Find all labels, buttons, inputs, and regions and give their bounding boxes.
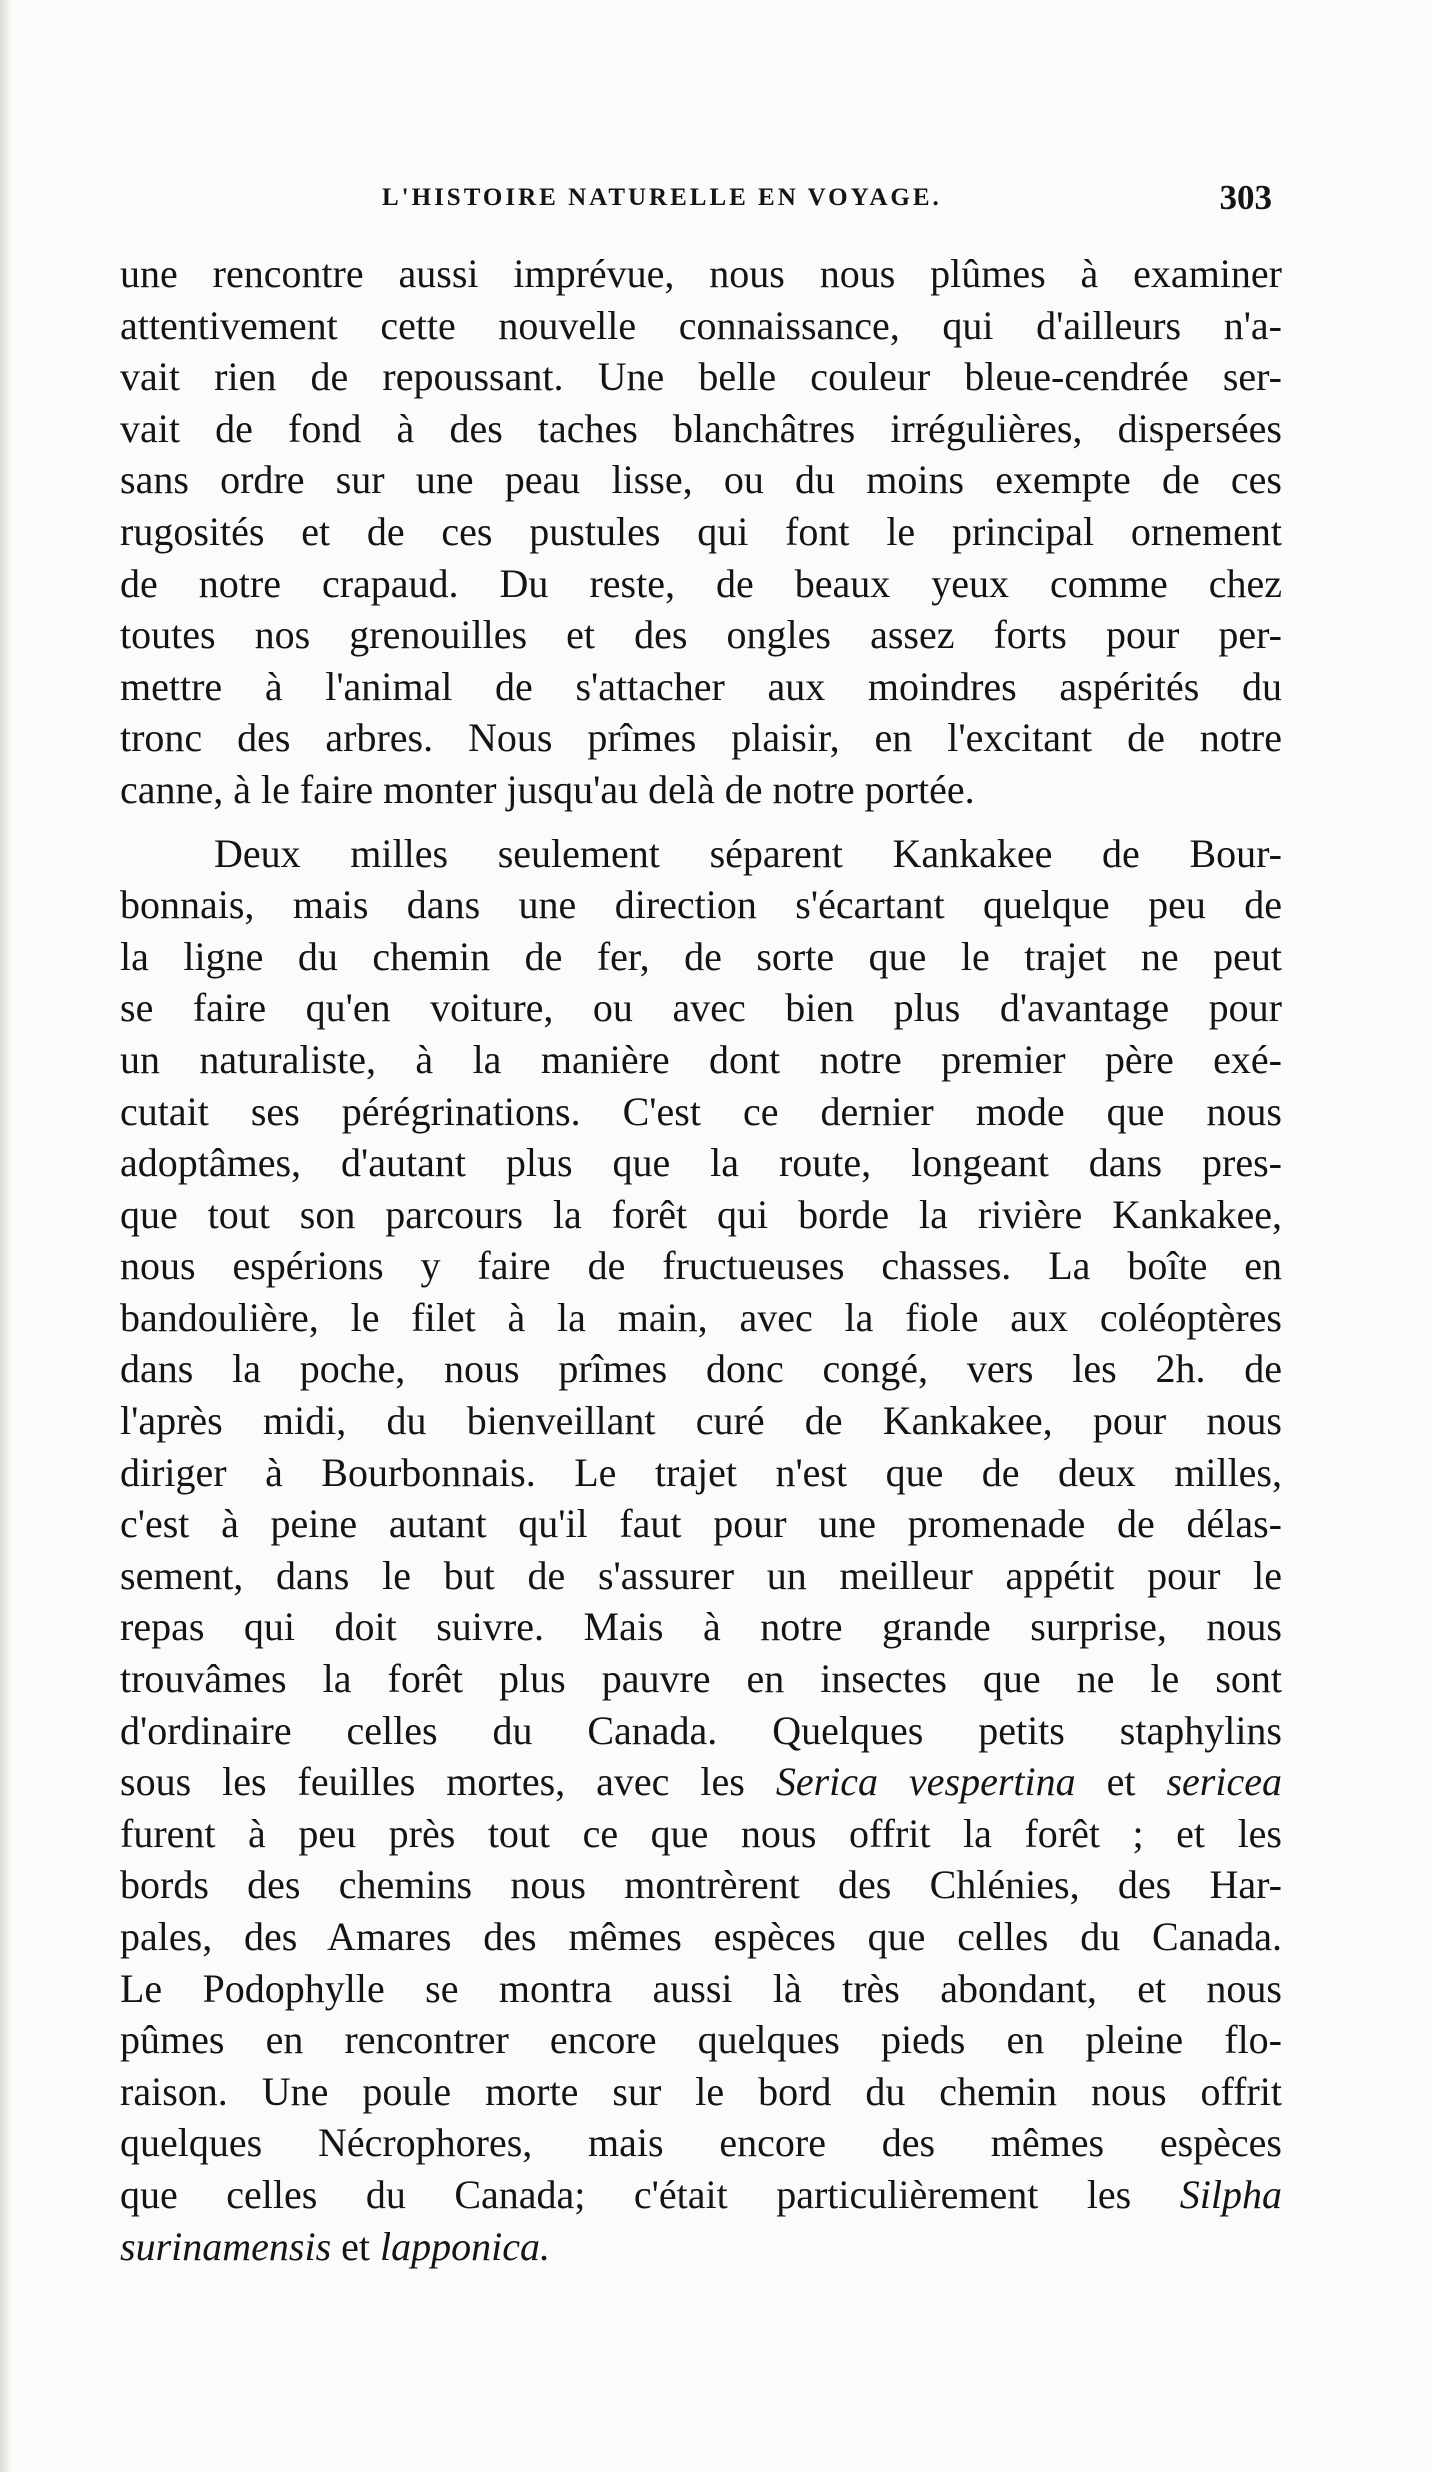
text-line-silpha: [120, 2169, 1282, 2221]
text-line: sans ordre sur une peau lisse, ou du moins exempte de ces: [120, 457, 1282, 503]
text-line: Deux milles seulement séparent Kankakee de Bour-: [214, 830, 1282, 876]
text-line: attentivement cette nouvelle connaissance, qui d'ailleurs n'a-: [120, 302, 1282, 348]
text-line: c'est à peine autant qu'il faut pour une promenade de délas-: [120, 1501, 1282, 1547]
text-segment: et: [331, 2223, 381, 2269]
text-line: bandoulière, le filet à la main, avec la fiole aux coléoptères: [120, 1294, 1282, 1340]
text-line: adoptâmes, d'autant plus que la route, longeant dans pres-: [120, 1140, 1282, 1186]
species-name: Serica vespertina: [775, 1759, 1076, 1805]
page-binding-edge: [0, 0, 10, 2472]
page-header: [120, 178, 1272, 222]
text-line: la ligne du chemin de fer, de sorte que le trajet ne peut: [120, 933, 1282, 979]
text-line: rugosités et de ces pustules qui font le principal ornement: [120, 508, 1282, 554]
running-title: L'HISTOIRE NATURELLE EN VOYAGE.: [382, 184, 942, 211]
text-segment: que celles du Canada; c'était particulièrement les: [120, 2171, 1180, 2217]
text-line: une rencontre aussi imprévue, nous nous plûmes à examiner: [120, 251, 1282, 296]
text-line: d'ordinaire celles du Canada. Quelques petits staphylins: [120, 1707, 1282, 1753]
text-line: raison. Une poule morte sur le bord du chemin nous offrit: [120, 2068, 1282, 2114]
text-line: que tout son parcours la forêt qui borde la rivière Kankakee,: [120, 1191, 1282, 1237]
text-line: l'après midi, du bienveillant curé de Kankakee, pour nous: [120, 1398, 1282, 1444]
text-line: bords des chemins nous montrèrent des Chlénies, des Har-: [120, 1862, 1282, 1908]
text-line: de notre crapaud. Du reste, de beaux yeux comme chez: [120, 560, 1282, 606]
text-line: vait rien de repoussant. Une belle couleur bleue-cendrée ser-: [120, 354, 1282, 400]
text-line: tronc des arbres. Nous prîmes plaisir, en l'excitant de notre: [120, 715, 1282, 761]
text-line: quelques Nécrophores, mais encore des mêmes espèces: [120, 2120, 1282, 2166]
text-segment: et: [1075, 1759, 1167, 1805]
text-line: sement, dans le but de s'assurer un meilleur appétit pour le: [120, 1552, 1282, 1598]
text-line: mettre à l'animal de s'attacher aux moindres aspérités du: [120, 663, 1282, 709]
species-name: sericea: [1166, 1759, 1282, 1805]
text-line-serica: [120, 1756, 1282, 1808]
text-line: cutait ses pérégrinations. C'est ce dernier mode que nous: [120, 1088, 1282, 1134]
text-line: dans la poche, nous prîmes donc congé, vers les 2h. de: [120, 1346, 1282, 1392]
text-line: vait de fond à des taches blanchâtres irrégulières, dispersées: [120, 405, 1282, 451]
text-line: canne, à le faire monter jusqu'au delà de notre portée.: [120, 766, 975, 812]
text-line: furent à peu près tout ce que nous offrit la forêt ; et les: [120, 1810, 1282, 1856]
text-line: pales, des Amares des mêmes espèces que celles du Canada.: [120, 1914, 1282, 1959]
text-segment: sous les feuilles mortes, avec les: [120, 1759, 776, 1805]
text-line: un naturaliste, à la manière dont notre premier père exé-: [120, 1036, 1282, 1082]
text-line: se faire qu'en voiture, ou avec bien plus d'avantage pour: [120, 985, 1282, 1031]
text-line: repas qui doit suivre. Mais à notre grande surprise, nous: [120, 1604, 1282, 1650]
text-line-last: [120, 2221, 1282, 2273]
species-name: lapponica.: [380, 2223, 550, 2269]
text-line: Le Podophylle se montra aussi là très abondant, et nous: [120, 1965, 1282, 2011]
text-line: pûmes en rencontrer encore quelques pieds en pleine flo-: [120, 2017, 1282, 2063]
text-line: diriger à Bourbonnais. Le trajet n'est que de deux milles,: [120, 1449, 1282, 1495]
species-name: surinamensis: [120, 2223, 332, 2269]
page-number: 303: [1219, 178, 1272, 217]
body-text: [120, 248, 1282, 2272]
text-line: nous espérions y faire de fructueuses chasses. La boîte en: [120, 1243, 1282, 1289]
text-line: toutes nos grenouilles et des ongles assez forts pour per-: [120, 612, 1282, 658]
text-line: trouvâmes la forêt plus pauvre en insectes que ne le sont: [120, 1656, 1282, 1702]
species-name: Silpha: [1179, 2171, 1282, 2217]
text-line: bonnais, mais dans une direction s'écartant quelque peu de: [120, 882, 1282, 928]
